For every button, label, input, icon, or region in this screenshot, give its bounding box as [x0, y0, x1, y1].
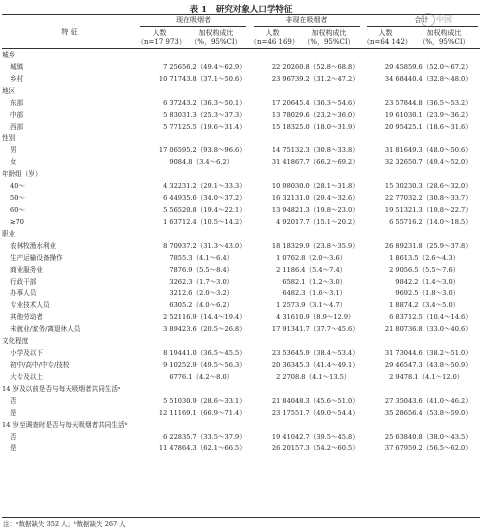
cell-rate-noncurrent: 45.9（38.4～53.4）: [295, 349, 359, 358]
table-row: [2, 300, 480, 312]
cell-rate-total: 47.3（43.8～50.9）: [408, 360, 472, 369]
cell-count-noncurrent: 13 780: [271, 110, 295, 119]
section-row: [2, 50, 480, 62]
table-row: [2, 396, 480, 408]
cell-rate-current: 64.3（62.1～66.5）: [182, 444, 246, 453]
data-table: [2, 50, 480, 455]
cell-rate-current: 41.0（36.5～45.5）: [182, 349, 246, 358]
table-row: [2, 193, 480, 205]
table-row: [2, 217, 480, 229]
cell-rate-total: 56.4（53.8～59.0）: [408, 408, 472, 417]
cell-rate-total: 43.6（41.0～46.2）: [408, 396, 472, 405]
row-label: 中部: [10, 110, 24, 119]
table-row: [2, 432, 480, 444]
cell-count-current: 326: [169, 277, 182, 286]
cell-count-noncurrent: 658: [282, 277, 295, 286]
table-row: [2, 443, 480, 455]
cell-count-current: 5 510: [163, 396, 182, 405]
cell-count-noncurrent: 14 751: [271, 146, 295, 155]
cell-count-noncurrent: 648: [282, 289, 295, 298]
row-label: 未就业/家务/离退休人员: [10, 325, 81, 334]
cell-count-noncurrent: 1 076: [276, 253, 295, 262]
row-label: 办事人员: [10, 289, 37, 298]
cell-rate-noncurrent: 67.7（66.2～69.2）: [295, 158, 359, 167]
group-underline-1: [140, 26, 246, 27]
cell-rate-total: 6.5（5.5～7.6）: [408, 265, 460, 274]
cell-rate-total: 44.6（38.2～51.0）: [408, 349, 472, 358]
cell-count-current: 321: [169, 289, 182, 298]
section-label: 文化程度: [2, 337, 29, 346]
row-label: 商业服务业: [10, 265, 43, 274]
cell-rate-noncurrent: 21.3（19.8～23.0）: [295, 205, 359, 214]
table-row: [2, 372, 480, 384]
cell-rate-total: 4.2（3.4～5.0）: [408, 301, 460, 310]
header-n-1: （n=17 973）: [137, 38, 186, 46]
cell-count-noncurrent: 23 175: [271, 408, 295, 417]
table-row: [2, 157, 480, 169]
cell-rate-noncurrent: 45.3（41.4～49.1）: [295, 360, 359, 369]
header-rate-2: 加权构成比: [311, 29, 347, 37]
cell-count-current: 2 521: [163, 313, 182, 322]
cell-count-total: 19 610: [384, 110, 408, 119]
cell-rate-noncurrent: 51.7（49.0～54.4）: [295, 408, 359, 417]
cell-count-total: 26 892: [384, 241, 408, 250]
cell-rate-total: 36.8（33.0～40.6）: [408, 325, 472, 334]
table-row: [2, 288, 480, 300]
cell-rate-current: 69.1（66.9～71.4）: [182, 408, 246, 417]
cell-count-total: 29 465: [384, 360, 408, 369]
cell-rate-total: 44.8（36.5～53.2）: [408, 98, 472, 107]
section-label: 14 岁至调查时是否与每天吸烟者共同生活ᵇ: [2, 420, 128, 429]
cell-rate-current: 31.3（25.3～37.3）: [182, 110, 246, 119]
header-rate-sub-2: （%，95%CI）: [303, 38, 355, 46]
cell-count-current: 4 322: [163, 182, 182, 191]
table-row: [2, 110, 480, 122]
cell-rate-total: 40.8（38.0～43.5）: [408, 432, 472, 441]
cell-count-total: 2 905: [389, 265, 408, 274]
cell-rate-noncurrent: 8.8（4.1～13.5）: [295, 372, 351, 381]
cell-count-current: 1 637: [163, 217, 182, 226]
row-label: 50～: [10, 194, 25, 203]
table-row: [2, 241, 480, 253]
cell-rate-total: 25.1（18.6～31.6）: [408, 122, 472, 131]
cell-rate-current: 16.9（14.4～19.4）: [182, 313, 246, 322]
cell-count-current: 630: [169, 301, 182, 310]
cell-count-noncurrent: 15 183: [271, 122, 295, 131]
header-n-3: （n=64 142）: [363, 38, 412, 46]
cell-count-noncurrent: 20 363: [271, 360, 295, 369]
cell-count-noncurrent: 13 948: [271, 205, 295, 214]
cell-rate-total: 12.5（10.4～14.6）: [408, 313, 472, 322]
header-rate-sub-1: （%，95%CI）: [190, 38, 242, 46]
cell-count-current: 17 065: [158, 146, 182, 155]
cell-rate-current: 6.1（4.2～8.0）: [182, 372, 234, 381]
cell-count-current: 5 565: [163, 205, 182, 214]
cell-rate-total: 50.7（49.4～52.0）: [408, 158, 472, 167]
cell-rate-current: 52.9（49.5～56.3）: [182, 360, 246, 369]
cell-rate-noncurrent: 31.0（29.4～32.6）: [295, 194, 359, 203]
cell-rate-current: 25.5（19.6～31.4）: [182, 122, 246, 131]
cell-count-current: 787: [169, 265, 182, 274]
cell-rate-noncurrent: 45.4（36.3～54.6）: [295, 98, 359, 107]
section-label: 年龄组（岁）: [2, 170, 42, 179]
watermark-text: 中国: [436, 15, 452, 24]
section-row: [2, 420, 480, 432]
cell-count-total: 6 557: [389, 217, 408, 226]
cell-rate-noncurrent: 29.9（23.8～35.9）: [295, 241, 359, 250]
row-label: 否: [10, 432, 17, 441]
cell-count-current: 8 194: [163, 349, 182, 358]
table-row: [2, 324, 480, 336]
cell-rate-current: 5.2（4.0～6.2）: [182, 301, 234, 310]
cell-rate-total: 21.3（19.8～22.7）: [408, 205, 472, 214]
cell-count-current: 10 717: [158, 74, 182, 83]
cell-rate-current: 95.2（93.8～96.6）: [182, 146, 246, 155]
cell-rate-current: 6.9（5.5～8.4）: [182, 265, 234, 274]
cell-rate-noncurrent: 29.6（23.2～36.0）: [295, 110, 359, 119]
cell-rate-total: 59.2（56.5～62.0）: [408, 444, 472, 453]
cell-count-noncurrent: 10 980: [271, 182, 295, 191]
cell-rate-current: 43.2（36.3～50.1）: [182, 98, 246, 107]
cell-rate-noncurrent: 41.7（37.7～45.6）: [295, 325, 359, 334]
row-label: 行政干部: [10, 277, 37, 286]
section-row: [2, 133, 480, 145]
cell-rate-current: 4.8（3.4～6.2）: [182, 158, 234, 167]
cell-rate-total: 2.5（1.8～3.0）: [408, 289, 460, 298]
cell-count-total: 25 638: [384, 432, 408, 441]
cell-count-noncurrent: 23 536: [271, 349, 295, 358]
cell-rate-total: 3.5（2.6～4.3）: [408, 253, 460, 262]
row-label: 东部: [10, 98, 24, 107]
row-label: 农林牧渔水利业: [10, 241, 57, 250]
cell-rate-total: 30.1（23.9～36.2）: [408, 110, 472, 119]
cell-count-total: 37 679: [384, 444, 408, 453]
row-label: 40～: [10, 182, 25, 191]
group-underline-3: [367, 26, 478, 27]
cell-count-noncurrent: 17 206: [271, 98, 295, 107]
cell-rate-noncurrent: 57.3（54.2～60.5）: [295, 444, 359, 453]
table-row: [2, 205, 480, 217]
row-label: 女: [10, 158, 17, 167]
row-label: 是: [10, 408, 17, 417]
cell-rate-total: 59.6（52.0～67.2）: [408, 62, 472, 71]
row-label: 乡村: [10, 74, 24, 83]
cell-count-noncurrent: 21 840: [271, 396, 295, 405]
row-label: 大专及以上: [10, 372, 43, 381]
cell-rate-current: 37.2（31.3～43.0）: [182, 241, 246, 250]
cell-rate-current: 56.2（49.4～62.9）: [182, 62, 246, 71]
table-row: [2, 62, 480, 74]
table-row: [2, 145, 480, 157]
cell-rate-current: 31.2（29.1～33.3）: [182, 182, 246, 191]
cell-count-noncurrent: 22 202: [271, 62, 295, 71]
header-rate-sub-3: （%，95%CI）: [418, 38, 470, 46]
cell-rate-noncurrent: 42.7（39.5～45.8）: [295, 432, 359, 441]
cell-count-current: 3 894: [163, 325, 182, 334]
cell-rate-current: 43.8（37.1～50.6）: [182, 74, 246, 83]
cell-rate-noncurrent: 30.0（28.1～31.8）: [295, 182, 359, 191]
row-label: 其他劳动者: [10, 313, 43, 322]
table-row: [2, 277, 480, 289]
table-row: [2, 312, 480, 324]
row-label: 60～: [10, 205, 25, 214]
header-group-non-current-smokers: 非现在吸烟者: [285, 16, 328, 24]
cell-count-noncurrent: 18 183: [271, 241, 295, 250]
cell-count-current: 5 771: [163, 122, 182, 131]
cell-rate-total: 40.4（32.8～48.0）: [408, 74, 472, 83]
cell-rate-total: 30.3（28.6～32.0）: [408, 182, 472, 191]
section-row: [2, 86, 480, 98]
cell-count-current: 9 102: [163, 360, 182, 369]
cell-rate-noncurrent: 48.3（45.6～51.0）: [295, 396, 359, 405]
cell-rate-current: 12.4（10.5～14.2）: [182, 217, 246, 226]
table-row: [2, 122, 480, 134]
row-label: 否: [10, 396, 17, 405]
cell-rate-current: 35.6（34.0～37.2）: [182, 194, 246, 203]
cell-rate-noncurrent: 10.9（8.9～12.9）: [295, 313, 355, 322]
section-row: [2, 384, 480, 396]
cell-count-noncurrent: 2 118: [276, 265, 295, 274]
header-group-total: 合计: [414, 16, 429, 24]
header-count-2: 人数: [265, 29, 280, 37]
bottom-rule: [2, 517, 480, 518]
cell-count-total: 27 350: [384, 396, 408, 405]
section-row: [2, 169, 480, 181]
cell-count-current: 6 228: [163, 432, 182, 441]
cell-count-noncurrent: 17 913: [271, 325, 295, 334]
cell-rate-noncurrent: 17.7（15.1～20.2）: [295, 217, 359, 226]
cell-count-noncurrent: 2 270: [276, 372, 295, 381]
cell-rate-current: 20.8（19.4～22.1）: [182, 205, 246, 214]
table-row: [2, 253, 480, 265]
cell-rate-noncurrent: 6.4（5.4～7.4）: [295, 265, 347, 274]
cell-rate-total: 31.8（25.9～37.8）: [408, 241, 472, 250]
cell-rate-noncurrent: 2.3（1.6～3.1）: [295, 289, 347, 298]
cell-count-current: 11 478: [158, 444, 182, 453]
header-feature: 特 征: [61, 28, 78, 36]
section-row: [2, 336, 480, 348]
table-row: [2, 265, 480, 277]
cell-count-total: 31 730: [384, 349, 408, 358]
cell-count-noncurrent: 4 920: [276, 217, 295, 226]
cell-count-current: 785: [169, 253, 182, 262]
cell-count-total: 984: [395, 277, 408, 286]
cell-count-current: 6 449: [163, 194, 182, 203]
cell-rate-current: 35.7（33.5～37.9）: [182, 432, 246, 441]
cell-count-total: 6 837: [389, 313, 408, 322]
cell-rate-noncurrent: 39.2（31.2～47.2）: [295, 74, 359, 83]
header-n-2: （n=46 169）: [250, 38, 299, 46]
cell-rate-current: 2.6（2.0～3.2）: [182, 289, 234, 298]
cell-rate-total: 16.2（14.0～18.5）: [408, 217, 472, 226]
table-footnote: 注：ᵃ数据缺失 352 人；ᵇ数据缺失 267 人: [3, 520, 126, 528]
table-caption: 表 1 研究对象人口学特征: [189, 5, 293, 15]
header-count-1: 人数: [152, 29, 167, 37]
table-row: [2, 348, 480, 360]
cell-count-total: 34 684: [384, 74, 408, 83]
cell-count-total: 32 326: [384, 158, 408, 167]
cell-rate-total: 49.3（48.0～50.6）: [408, 146, 472, 155]
row-label: 生产运输设备操作: [10, 253, 63, 262]
row-label: 是: [10, 444, 17, 453]
cell-rate-total: 2.2（1.4～3.0）: [408, 277, 460, 286]
row-label: 城镇: [10, 62, 24, 71]
section-label: 城乡: [2, 51, 16, 59]
cell-count-total: 19 513: [384, 205, 408, 214]
section-row: [2, 229, 480, 241]
cell-count-total: 20 954: [384, 122, 408, 131]
row-label: 男: [10, 146, 17, 155]
cell-count-total: 15 302: [384, 182, 408, 191]
cell-rate-noncurrent: 32.3（30.8～33.8）: [295, 146, 359, 155]
cell-count-total: 1 887: [389, 301, 408, 310]
cell-rate-noncurrent: 2.1（1.2～3.0）: [295, 277, 347, 286]
cell-count-total: 1 861: [389, 253, 408, 262]
cell-count-noncurrent: 1 257: [276, 301, 295, 310]
table-row: [2, 98, 480, 110]
table-row: [2, 74, 480, 86]
cell-count-total: 35 286: [384, 408, 408, 417]
section-label: 职业: [2, 229, 16, 238]
cell-count-noncurrent: 19 410: [271, 432, 295, 441]
cell-rate-current: 2.3（1.7～3.0）: [182, 277, 234, 286]
header-count-3: 人数: [378, 29, 393, 37]
section-label: 性别: [2, 134, 16, 143]
cell-count-noncurrent: 16 321: [271, 194, 295, 203]
cell-count-noncurrent: 31 418: [271, 158, 295, 167]
cell-count-total: 29 458: [384, 62, 408, 71]
cell-count-noncurrent: 23 967: [271, 74, 295, 83]
table-row: [2, 408, 480, 420]
cell-count-total: 2 947: [389, 372, 408, 381]
header-group-current-smokers: 现在吸烟者: [176, 16, 211, 24]
table-row: [2, 181, 480, 193]
cell-rate-noncurrent: 3.9（3.1～4.7）: [295, 301, 347, 310]
group-underline-2: [254, 26, 360, 27]
row-label: ≥70: [10, 217, 24, 226]
cell-count-current: 12 111: [158, 408, 182, 417]
cell-count-noncurrent: 26 201: [271, 444, 295, 453]
cell-rate-noncurrent: 25.0（18.0～31.9）: [295, 122, 359, 131]
cell-rate-current: 23.6（20.5～26.8）: [182, 325, 246, 334]
cell-count-current: 7 256: [163, 62, 182, 71]
cell-rate-noncurrent: 2.8（2.0～3.6）: [295, 253, 347, 262]
cell-count-current: 8 709: [163, 241, 182, 250]
header-rate-3: 加权构成比: [426, 29, 462, 37]
section-label: 14 岁及以前是否与每天吸烟者共同生活ᵃ: [2, 384, 121, 393]
cell-count-total: 23 578: [384, 98, 408, 107]
row-label: 西部: [10, 122, 24, 131]
cell-rate-total: 32.2（30.8～33.7）: [408, 194, 472, 203]
section-label: 地区: [2, 86, 16, 95]
table-row: [2, 360, 480, 372]
header-bottom-rule: [2, 48, 480, 49]
cell-count-current: 677: [169, 372, 182, 381]
cell-rate-current: 30.9（28.6～33.1）: [182, 396, 246, 405]
cell-rate-current: 5.3（4.1～6.4）: [182, 253, 234, 262]
cell-count-total: 31 816: [384, 146, 408, 155]
cell-count-current: 908: [169, 158, 182, 167]
cell-count-noncurrent: 4 316: [276, 313, 295, 322]
cell-count-total: 21 807: [384, 325, 408, 334]
row-label: 初中/高中/中专/技校: [10, 360, 70, 369]
header-rate-1: 加权构成比: [198, 29, 234, 37]
top-rule: [2, 14, 480, 15]
row-label: 专业技术人员: [10, 301, 50, 310]
row-label: 小学及以下: [10, 349, 43, 358]
cell-count-current: 5 830: [163, 110, 182, 119]
cell-rate-noncurrent: 60.8（52.8～68.8）: [295, 62, 359, 71]
cell-count-total: 22 770: [384, 194, 408, 203]
cell-count-total: 969: [395, 289, 408, 298]
cell-count-current: 6 372: [163, 98, 182, 107]
cell-rate-total: 8.1（4.1～12.0）: [408, 372, 464, 381]
